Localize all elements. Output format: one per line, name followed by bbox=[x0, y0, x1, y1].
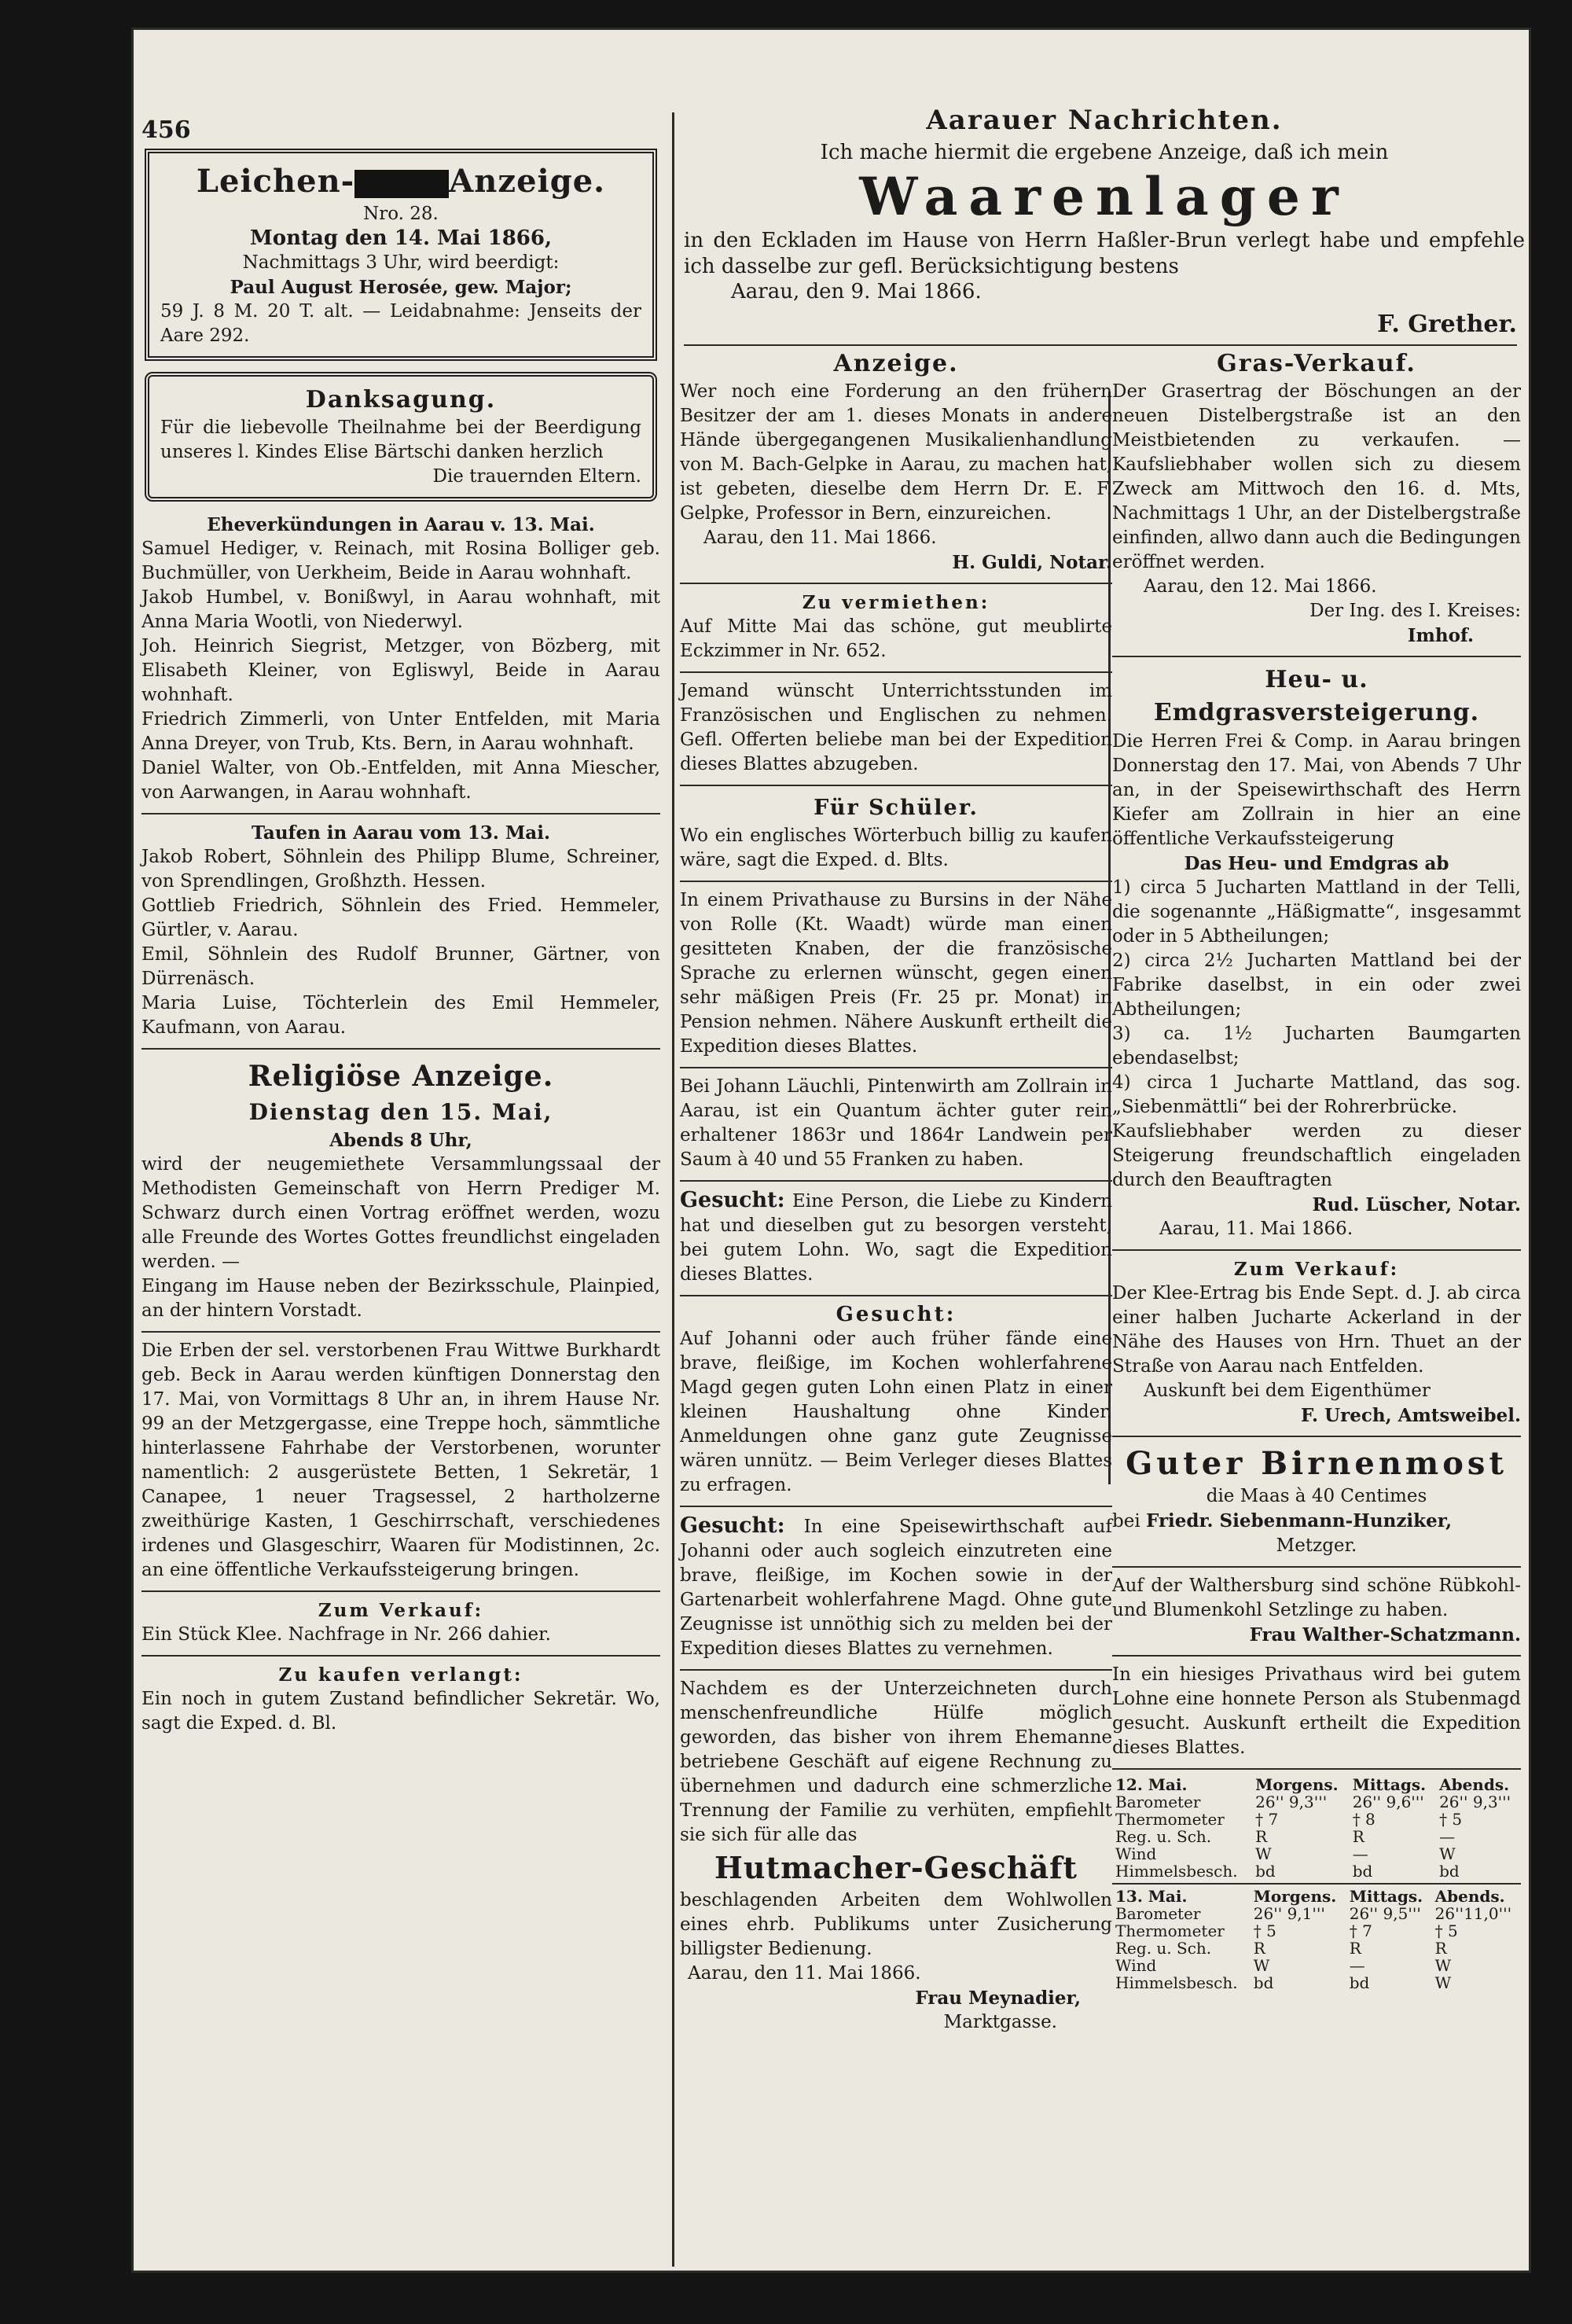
header-body: in den Eckladen im Hause von Herrn Haßler-Brun verlegt habe und empfehle ich dasselbe zur gefl. Berücksichtigung bestens bbox=[684, 229, 1525, 278]
anzeige-date: Aarau, den 11. Mai 1866. bbox=[703, 528, 937, 548]
header bbox=[684, 105, 1525, 338]
weather-cell: 26'' 9,3''' bbox=[1439, 1793, 1511, 1811]
walthersburg-body: Auf der Walthersburg sind schöne Rübkohl- und Blumenkohl Setzlinge zu haben. bbox=[1112, 1576, 1521, 1620]
weather-cell: W bbox=[1434, 1973, 1452, 1992]
schueler-title: Für Schüler. bbox=[814, 796, 979, 820]
danksagung-signature: Die trauernden Eltern. bbox=[432, 466, 641, 487]
gesucht1-label: Gesucht: bbox=[680, 1188, 785, 1212]
divider bbox=[680, 1180, 1112, 1182]
weather-label: Himmelsbesch. bbox=[1115, 1973, 1238, 1992]
weather-date: 12. Mai. bbox=[1115, 1775, 1188, 1794]
verkauf-klee-signature: F. Urech, Amtsweibel. bbox=[1301, 1405, 1521, 1426]
weather-cell: W bbox=[1253, 1956, 1270, 1975]
weather-header: Morgens. bbox=[1255, 1775, 1339, 1794]
weather-label: Thermometer bbox=[1115, 1810, 1225, 1829]
leichen-title-left: Leichen- bbox=[196, 163, 355, 200]
hutmacher-signature: Frau Meynadier, bbox=[915, 1988, 1081, 2009]
religioese-body: wird der neugemiethete Versammlungssaal der Methodisten Gemeinschaft von Herrn Prediger M. Schwarz durch einen Vortrag eröffnet werden, wozu alle Freunde des Wortes Gottes freundlichst eingeladen werden. — bbox=[141, 1154, 660, 1272]
weather-header: Abends. bbox=[1439, 1775, 1510, 1794]
leichen-title-right: Anzeige. bbox=[449, 163, 606, 200]
weather-cell: † 5 bbox=[1434, 1921, 1458, 1940]
kaufen-body: Ein noch in gutem Zustand befindlicher Sekretär. Wo, sagt die Exped. d. Bl. bbox=[141, 1689, 660, 1734]
weather-label: Thermometer bbox=[1115, 1921, 1225, 1940]
gesucht3-notice bbox=[680, 1513, 1112, 1661]
heu-body: Die Herren Frei & Comp. in Aarau bringen Donnerstag den 17. Mai, von Abends 7 Uhr an, in der Speisewirthschaft des Herrn Kiefer am Zollrain in hier an eine öffentliche Verkaufssteigerung bbox=[1112, 731, 1521, 849]
gesucht3-label: Gesucht: bbox=[680, 1513, 785, 1538]
list-item: Joh. Heinrich Siegrist, Metzger, von Bözberg, mit Elisabeth Kleiner, von Egliswyl, Beide in Aarau wohnhaft. bbox=[141, 636, 660, 705]
masthead: Aarauer Nachrichten. bbox=[926, 105, 1283, 136]
danksagung-title: Danksagung. bbox=[305, 386, 497, 414]
weather-day bbox=[1112, 1776, 1521, 1880]
weather-cell: † 5 bbox=[1439, 1810, 1463, 1829]
divider bbox=[1112, 1566, 1521, 1568]
birnenmost-seller-line bbox=[1112, 1509, 1521, 1534]
weather-cell: R bbox=[1253, 1939, 1265, 1958]
heu-title: Heu- u. Emdgrasversteigerung. bbox=[1153, 666, 1480, 726]
divider bbox=[680, 671, 1112, 673]
verkauf-klee-contact: Auskunft bei dem Eigenthümer bbox=[1144, 1381, 1431, 1401]
gesucht2-body: Auf Johanni oder auch früher fände eine brave, fleißige, im Kochen wohlerfahrene Magd gegen guten Lohn einen Platz in einer kleinen Haushaltung ohne Kinder. Anmeldungen ohne ganz gute Zeugnisse wären unnütz. — Beim Verleger dieses Blattes zu erfragen. bbox=[680, 1329, 1112, 1495]
list-item: Maria Luise, Töchterlein des Emil Hemmeler, Kaufmann, von Aarau. bbox=[141, 993, 660, 1038]
hutmacher-title: Hutmacher-Geschäft bbox=[714, 1850, 1078, 1885]
divider bbox=[1112, 656, 1521, 657]
weather-cell: bd bbox=[1349, 1973, 1370, 1992]
column-rule bbox=[672, 112, 674, 2267]
table-row bbox=[1112, 1845, 1521, 1863]
weather-cell: bd bbox=[1439, 1862, 1460, 1881]
gesucht1-notice bbox=[680, 1188, 1112, 1287]
divider bbox=[680, 1669, 1112, 1671]
verkauf-title: Zum Verkauf: bbox=[318, 1600, 484, 1621]
table-row bbox=[1112, 1811, 1521, 1828]
list-item: Samuel Hediger, v. Reinach, mit Rosina Bolliger geb. Buchmüller, von Uerkheim, Beide in Aarau wohnhaft. bbox=[141, 539, 660, 583]
walthersburg-signature: Frau Walther-Schatzmann. bbox=[1249, 1624, 1521, 1646]
divider bbox=[680, 583, 1112, 584]
page-number: 456 bbox=[141, 116, 191, 144]
divider bbox=[141, 1655, 660, 1657]
column-rule bbox=[684, 344, 1517, 346]
leichen-date: Montag den 14. Mai 1866, bbox=[249, 226, 553, 250]
table-row bbox=[1112, 1940, 1521, 1957]
divider bbox=[141, 1590, 660, 1592]
weather-cell: 26'' 9,5''' bbox=[1349, 1904, 1421, 1923]
gesucht3-body: In eine Speisewirthschaft auf Johanni oder auch sogleich einzutreten eine brave, fleißige, im Kochen sowie in der Gartenarbeit wohlerfahrene Magd. Ohne gute Zeugnisse ist unnöthig sich zu melden bei der Expedition dieses Blattes zu vernehmen. bbox=[680, 1517, 1112, 1659]
weather-header: Morgens. bbox=[1253, 1887, 1337, 1906]
divider bbox=[141, 1331, 660, 1333]
weather-label: Reg. u. Sch. bbox=[1115, 1827, 1212, 1846]
hutmacher-address: Marktgasse. bbox=[943, 2012, 1057, 2032]
schueler-body: Wo ein englisches Wörterbuch billig zu kaufen wäre, sagt die Exped. d. Blts. bbox=[680, 826, 1112, 870]
anzeige-body: Wer noch eine Forderung an den frühern Besitzer der am 1. dieses Monats in andere Hände übergegangenen Musikalienhandlung von M. Bach-Gelpke in Aarau, zu machen hat, ist gebeten, dieselbe dem Herrn Dr. E. F. Gelpke, Professor in Bern, einzureichen. bbox=[680, 381, 1112, 524]
weather-label: Wind bbox=[1115, 1956, 1157, 1975]
newspaper-page bbox=[134, 30, 1529, 2271]
verkauf-klee-body: Der Klee-Ertrag bis Ende Sept. d. J. ab circa einer halben Jucharte Ackerland in der Nähe des Hauses von Hrn. Thuet an der Straße von Aarau nach Entfelden. bbox=[1112, 1283, 1521, 1377]
weather-label: Barometer bbox=[1115, 1904, 1201, 1923]
danksagung bbox=[145, 372, 657, 502]
list-item: Friedrich Zimmerli, von Unter Entfelden, mit Maria Anna Dreyer, von Trub, Kts. Bern, in Aarau wohnhaft. bbox=[141, 709, 660, 754]
gesucht1-body: Eine Person, die Liebe zu Kindern hat und dieselben gut zu besorgen versteht, bei gutem Lohn. Wo, sagt die Expedition dieses Blattes. bbox=[680, 1191, 1112, 1285]
weather-cell: R bbox=[1349, 1939, 1361, 1958]
weather-cell: — bbox=[1439, 1827, 1456, 1846]
unterricht-notice: Jemand wünscht Unterrichtsstunden im Französischen und Englischen zu nehmen. Gefl. Offerten beliebe man bei der Expedition dieses Blattes abzugeben. bbox=[680, 681, 1112, 774]
weather-cell: † 5 bbox=[1253, 1921, 1276, 1940]
weather-cell: — bbox=[1352, 1844, 1368, 1863]
heu-closing: Kaufsliebhaber werden zu dieser Steigerung freundschaftlich eingeladen durch den Beauftragten bbox=[1112, 1121, 1521, 1190]
gras-body: Der Grasertrag der Böschungen an der neuen Distelbergstraße ist an den Meistbietenden zu verkaufen. — Kaufsliebhaber wollen sich zu diesem Zweck am Mittwoch den 16. d. Mts, Nachmittags 1 Uhr, an der Distelbergstraße einfinden, allwo dann auch die Bedingungen eröffnet werden. bbox=[1112, 381, 1521, 572]
weather-label: Barometer bbox=[1115, 1793, 1201, 1811]
divider bbox=[680, 1067, 1112, 1068]
divider bbox=[680, 881, 1112, 882]
list-item: 1) circa 5 Jucharten Mattland in der Telli, die sogenannte „Häßigmatte“, insgesammt oder in 5 Abtheilungen; bbox=[1112, 877, 1521, 947]
leichen-title bbox=[160, 161, 641, 202]
birnenmost-price: die Maas à 40 Centimes bbox=[1206, 1486, 1427, 1506]
birnenmost-by: bei bbox=[1112, 1511, 1140, 1532]
vermiethen-title: Zu vermiethen: bbox=[802, 592, 990, 613]
weather-day bbox=[1112, 1888, 1521, 1991]
column-2 bbox=[680, 348, 1112, 2035]
danksagung-body: Für die liebevolle Theilnahme bei der Beerdigung unseres l. Kindes Elise Bärtschi danken herzlich bbox=[160, 417, 641, 462]
leichen-nr: Nro. 28. bbox=[363, 204, 439, 224]
list-item: 2) circa 2½ Jucharten Mattland bei der Fabrike daselbst, in ein oder zwei Abtheilungen; bbox=[1112, 951, 1521, 1020]
list-item: Daniel Walter, von Ob.-Entfelden, mit Anna Miescher, von Aarwangen, in Aarau wohnhaft. bbox=[141, 758, 660, 803]
hutmacher-intro: Nachdem es der Unterzeichneten durch menschenfreundliche Hülfe möglich geworden, das bisher von ihrem Ehemanne betriebene Geschäft auf eigene Rechnung zu übernehmen und dadurch eine schmerzliche Trennung der Familie zu verhüten, empfiehlt sie sich für alle das bbox=[680, 1679, 1112, 1845]
column-3 bbox=[1112, 348, 1521, 1991]
weather-cell: 26''11,0''' bbox=[1434, 1904, 1512, 1923]
table-row bbox=[1112, 1922, 1521, 1940]
header-intro: Ich mache hiermit die ergebene Anzeige, daß ich mein bbox=[820, 141, 1389, 164]
divider bbox=[680, 785, 1112, 786]
erben-notice: Die Erben der sel. verstorbenen Frau Wittwe Burkhardt geb. Beck in Aarau werden künftigen Donnerstag den 17. Mai, von Vormittags 8 Uhr an, in ihrem Hause Nr. 99 an der Metzgergasse, eine Treppe hoch, sämmtliche hinterlassene Fahrhabe der Verstorbenen, worunter namentlich: 2 ausgerüstete Betten, 1 Sekretär, 1 Canapee, 1 neuer Tragsessel, 2 hartholzerne zweithürige Kasten, 1 Geschirrschaft, verschiedenes irdenes und Glasgeschirr, Waaren für Modistinnen, 2c. an eine öffentliche Verkaufssteigerung bringen. bbox=[141, 1340, 660, 1580]
taufen-title: Taufen in Aarau vom 13. Mai. bbox=[252, 822, 550, 844]
verkauf-klee-title: Zum Verkauf: bbox=[1233, 1259, 1400, 1280]
weather-header: Mittags. bbox=[1352, 1775, 1427, 1794]
table-row bbox=[1112, 1905, 1521, 1922]
heu-signature: Rud. Lüscher, Notar. bbox=[1312, 1194, 1521, 1215]
weather-cell: W bbox=[1255, 1844, 1272, 1863]
weather-cell: 26'' 9,6''' bbox=[1352, 1793, 1424, 1811]
weather-cell: bd bbox=[1255, 1862, 1276, 1881]
weather-cell: † 7 bbox=[1255, 1810, 1279, 1829]
weather-label: Himmelsbesch. bbox=[1115, 1862, 1238, 1881]
anzeige-title: Anzeige. bbox=[833, 350, 959, 377]
table-row bbox=[1112, 1863, 1521, 1880]
gras-signature2: Imhof. bbox=[1407, 625, 1474, 646]
verkauf-body: Ein Stück Klee. Nachfrage in Nr. 266 dahier. bbox=[141, 1624, 551, 1645]
anzeige-signature: H. Guldi, Notar. bbox=[952, 552, 1112, 573]
leichen-anzeige bbox=[145, 149, 657, 361]
weather-cell: bd bbox=[1352, 1862, 1373, 1881]
table-row bbox=[1112, 1888, 1521, 1905]
weather-cell: W bbox=[1439, 1844, 1456, 1863]
gesucht2-title: Gesucht: bbox=[836, 1303, 957, 1326]
list-item: 4) circa 1 Jucharte Mattland, das sog. „Siebenmättli“ bei der Rohrerbrücke. bbox=[1112, 1072, 1521, 1117]
kaufen-title: Zu kaufen verlangt: bbox=[278, 1664, 523, 1686]
vermiethen-body: Auf Mitte Mai das schöne, gut meublirte Eckzimmer in Nr. 652. bbox=[680, 616, 1112, 661]
leichen-time: Nachmittags 3 Uhr, wird beerdigt: bbox=[242, 252, 560, 273]
weather-cell: † 7 bbox=[1349, 1921, 1372, 1940]
weather-label: Wind bbox=[1115, 1844, 1157, 1863]
list-item: Jakob Robert, Söhnlein des Philipp Blume, Schreiner, von Sprendlingen, Großhzth. Hessen. bbox=[141, 847, 660, 892]
redacted-block bbox=[354, 170, 449, 198]
weather-cell: bd bbox=[1253, 1973, 1274, 1992]
leichen-name: Paul August Herosée, gew. Major; bbox=[230, 277, 572, 298]
table-row bbox=[1112, 1828, 1521, 1845]
weather-cell: † 8 bbox=[1352, 1810, 1376, 1829]
weather-date: 13. Mai. bbox=[1115, 1887, 1188, 1906]
religioese-date: Dienstag den 15. Mai, bbox=[248, 1099, 553, 1125]
table-row bbox=[1112, 1793, 1521, 1811]
hutmacher-date: Aarau, den 11. Mai 1866. bbox=[688, 1963, 921, 1984]
divider bbox=[1112, 1883, 1521, 1885]
laeuchli-notice: Bei Johann Läuchli, Pintenwirth am Zollrain in Aarau, ist ein Quantum ächter guter rein erhaltener 1863r und 1864r Landwein per Saum à 40 und 55 Franken zu haben. bbox=[680, 1076, 1112, 1170]
religioese-title: Religiöse Anzeige. bbox=[248, 1060, 554, 1093]
gras-title: Gras-Verkauf. bbox=[1217, 350, 1416, 377]
bursins-notice: In einem Privathause zu Bursins in der Nähe von Rolle (Kt. Waadt) würde man einen gesitteten Knaben, der die französische Sprache zu erlernen wünscht, gegen einen sehr mäßigen Preis (Fr. 25 pr. Monat) in Pension nehmen. Nähere Auskunft ertheilt die Expedition dieses Blattes. bbox=[680, 890, 1112, 1057]
religioese-time: Abends 8 Uhr, bbox=[329, 1130, 472, 1151]
weather-cell: 26'' 9,1''' bbox=[1253, 1904, 1325, 1923]
heu-date: Aarau, 11. Mai 1866. bbox=[1159, 1219, 1353, 1239]
heu-list bbox=[1112, 876, 1521, 1120]
birnenmost-trade: Metzger. bbox=[1276, 1535, 1357, 1556]
weather-header: Mittags. bbox=[1349, 1887, 1423, 1906]
weather-cell: — bbox=[1349, 1956, 1365, 1975]
weather-table bbox=[1112, 1776, 1521, 1991]
ehe-title: Eheverkündungen in Aarau v. 13. Mai. bbox=[207, 514, 595, 535]
taufen-list bbox=[141, 845, 660, 1040]
divider bbox=[1112, 1436, 1521, 1437]
table-row bbox=[1112, 1957, 1521, 1974]
religioese-footer: Eingang im Hause neben der Bezirksschule, Plainpied, an der hintern Vorstadt. bbox=[141, 1276, 660, 1321]
list-item: Gottlieb Friedrich, Söhnlein des Fried. Hemmeler, Gürtler, v. Aarau. bbox=[141, 895, 660, 940]
gras-signature1: Der Ing. des I. Kreises: bbox=[1309, 601, 1521, 621]
divider bbox=[1112, 1655, 1521, 1657]
ehe-list bbox=[141, 537, 660, 805]
divider bbox=[1112, 1768, 1521, 1770]
header-date: Aarau, den 9. Mai 1866. bbox=[731, 280, 982, 303]
weather-cell: R bbox=[1255, 1827, 1268, 1846]
divider bbox=[680, 1295, 1112, 1296]
heu-subtitle: Das Heu- und Emdgras ab bbox=[1184, 853, 1449, 874]
weather-cell: 26'' 9,3''' bbox=[1255, 1793, 1328, 1811]
weather-header: Abends. bbox=[1434, 1887, 1505, 1906]
weather-label: Reg. u. Sch. bbox=[1115, 1939, 1212, 1958]
divider bbox=[141, 813, 660, 815]
column-1 bbox=[141, 112, 660, 1736]
birnenmost-seller: Friedr. Siebenmann-Hunziker, bbox=[1146, 1510, 1453, 1532]
hutmacher-body: beschlagenden Arbeiten dem Wohlwollen eines ehrb. Publikums unter Zusicherung billigster Bedienung. bbox=[680, 1890, 1112, 1959]
list-item: Jakob Humbel, v. Bonißwyl, in Aarau wohnhaft, mit Anna Maria Wootli, von Niederwyl. bbox=[141, 587, 660, 632]
gras-date: Aarau, den 12. Mai 1866. bbox=[1144, 576, 1377, 597]
birnenmost-title: Guter Birnenmost bbox=[1126, 1445, 1508, 1482]
list-item: 3) ca. 1½ Jucharten Baumgarten ebendaselbst; bbox=[1112, 1024, 1521, 1068]
leichen-details: 59 J. 8 M. 20 T. alt. — Leidabnahme: Jenseits der Aare 292. bbox=[160, 301, 641, 346]
header-title: Waarenlager bbox=[859, 166, 1350, 227]
stubenmagd-notice: In ein hiesiges Privathaus wird bei gutem Lohne eine honnete Person als Stubenmagd gesucht. Auskunft ertheilt die Expedition dieses Blattes. bbox=[1112, 1664, 1521, 1758]
weather-cell: R bbox=[1352, 1827, 1364, 1846]
list-item: Emil, Söhnlein des Rudolf Brunner, Gärtner, von Dürrenäsch. bbox=[141, 944, 660, 989]
divider bbox=[1112, 1249, 1521, 1251]
divider bbox=[141, 1048, 660, 1050]
weather-cell: W bbox=[1434, 1956, 1452, 1975]
weather-cell: R bbox=[1434, 1939, 1447, 1958]
table-row bbox=[1112, 1776, 1521, 1793]
header-signature: F. Grether. bbox=[1377, 311, 1517, 338]
divider bbox=[680, 1506, 1112, 1507]
table-row bbox=[1112, 1974, 1521, 1991]
